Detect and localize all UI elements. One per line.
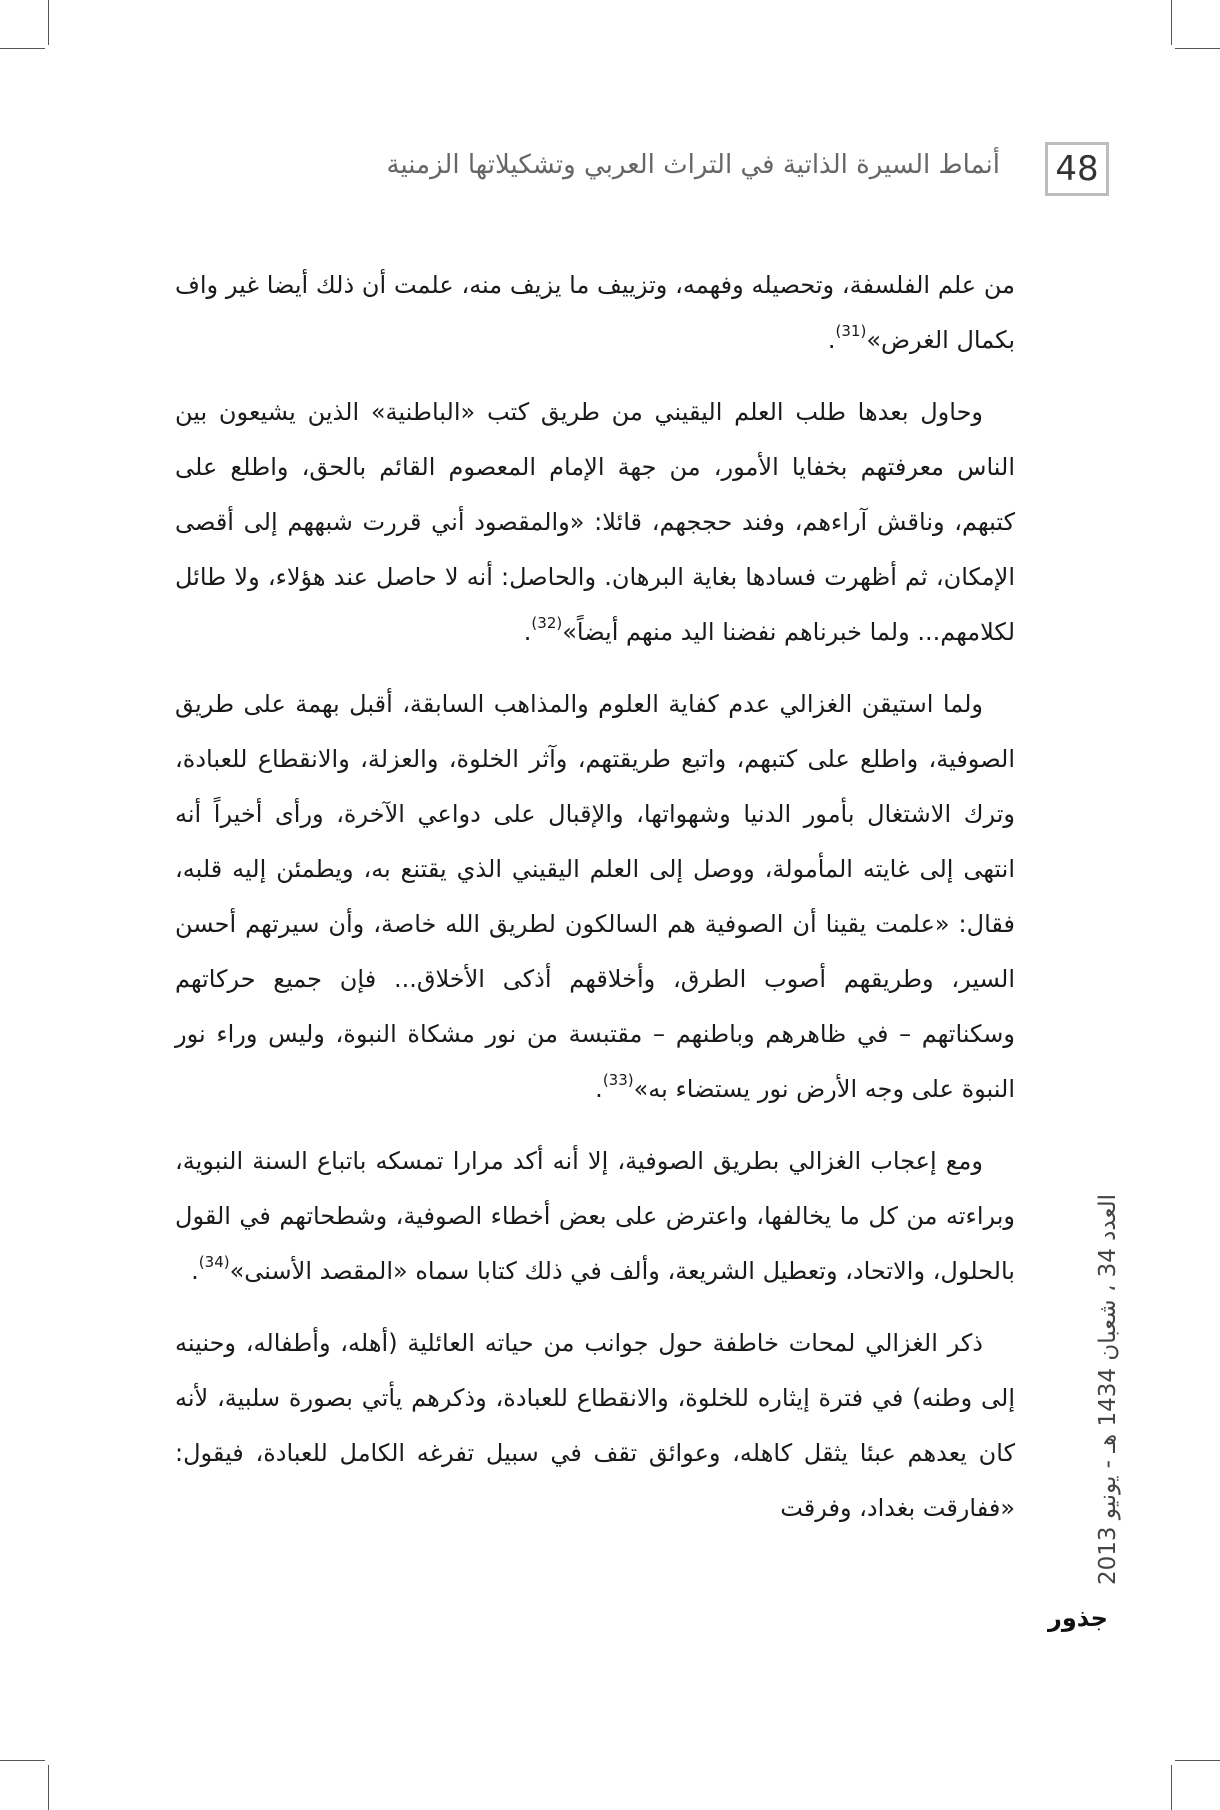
paragraph-text: وحاول بعدها طلب العلم اليقيني من طريق كتب «الباطنية» الذين يشيعون بين الناس معرفتهم بخفايا الأمور، من جهة الإمام المعصوم القائم بالحق، واطلع على كتبهم، وناقش آراءهم، وفند حججهم، قائلا: «والمقصود أني قررت شبههم إلى أقصى الإمكان، ثم أظهرت فسادها بغاية البرهان. والحاصل: أنه لا حاصل عند هؤلاء، ولا طائل لكلامهم... ولما خبرناهم نفضنا اليد منهم أيضاً»: [175, 398, 1015, 646]
crop-mark: [1171, 0, 1172, 45]
page-number: 48: [1045, 142, 1109, 196]
footnote-ref: (32): [531, 614, 563, 632]
crop-mark: [1171, 1765, 1172, 1810]
footnote-ref: (33): [602, 1071, 634, 1089]
crop-mark: [0, 48, 45, 49]
paragraph-text: ولما استيقن الغزالي عدم كفاية العلوم والمذاهب السابقة، أقبل بهمة على طريق الصوفية، واطلع على كتبهم، واتبع طريقتهم، وآثر الخلوة، والعزلة، والانقطاع للعبادة، وترك الاشتغال بأمور الدنيا وشهواتها، والإقبال على دواعي الآخرة، ورأى أخيراً أنه انتهى إلى غايته المأمولة، ووصل إلى العلم اليقيني الذي يقتنع به، ويطمئن إليه قلبه، فقال: «علمت يقينا أن الصوفية هم السالكون لطريق الله خاصة، وأن سيرتهم أحسن السير، وطريقهم أصوب الطرق، وأخلاقهم أذكى الأخلاق... فإن جميع حركاتهم وسكناتهم – في ظاهرهم وباطنهم – مقتبسة من نور مشكاة النبوة، وليس وراء نور النبوة على وجه الأرض نور يستضاء به»: [175, 690, 1015, 1103]
paragraph-end: .: [523, 618, 532, 646]
journal-logo: جذور: [1048, 1604, 1108, 1632]
crop-mark: [1175, 48, 1220, 49]
paragraph: [175, 677, 1015, 1117]
paragraph-end: .: [595, 1075, 603, 1103]
paragraph-end: .: [191, 1257, 199, 1285]
paragraph-text: من علم الفلسفة، وتحصيله وفهمه، وتزييف ما يزيف منه، علمت أن ذلك أيضا غير واف بكمال الغرض»: [175, 271, 1015, 354]
paragraph: [175, 1134, 1015, 1299]
crop-mark: [48, 0, 49, 45]
footnote-ref: (31): [835, 322, 867, 340]
paragraph-text: ذكر الغزالي لمحات خاطفة حول جوانب من حياته العائلية (أهله، وأطفاله، وحنينه إلى وطنه) في فترة إيثاره للخلوة، والانقطاع للعبادة، وذكرهم يأتي بصورة سلبية، لأنه كان يعدهم عبئا يثقل كاهله، وعوائق تقف في سبيل تفرغه الكامل للعبادة، فيقول: «ففارقت بغداد، وفرقت: [175, 1329, 1015, 1522]
paragraph-end: .: [827, 326, 836, 354]
article-body: [175, 258, 1015, 1553]
paragraph: [175, 385, 1015, 660]
paragraph: [175, 1316, 1015, 1536]
footnote-ref: (34): [198, 1253, 230, 1271]
issue-info: العدد 34 ، شعبان 1434 هـ - يونيو 2013: [1095, 1194, 1121, 1585]
paragraph-text: ومع إعجاب الغزالي بطريق الصوفية، إلا أنه أكد مرارا تمسكه باتباع السنة النبوية، وبراءته من كل ما يخالفها، واعترض على بعض أخطاء الصوفية، وشطحاتهم في القول بالحلول، والاتحاد، وتعطيل الشريعة، وألف في ذلك كتابا سماه «المقصد الأسنى»: [175, 1147, 1015, 1285]
running-header: أنماط السيرة الذاتية في التراث العربي وتشكيلاتها الزمنية: [386, 150, 1000, 180]
crop-mark: [48, 1765, 49, 1810]
crop-mark: [0, 1760, 45, 1761]
paragraph: [175, 258, 1015, 368]
crop-mark: [1175, 1760, 1220, 1761]
